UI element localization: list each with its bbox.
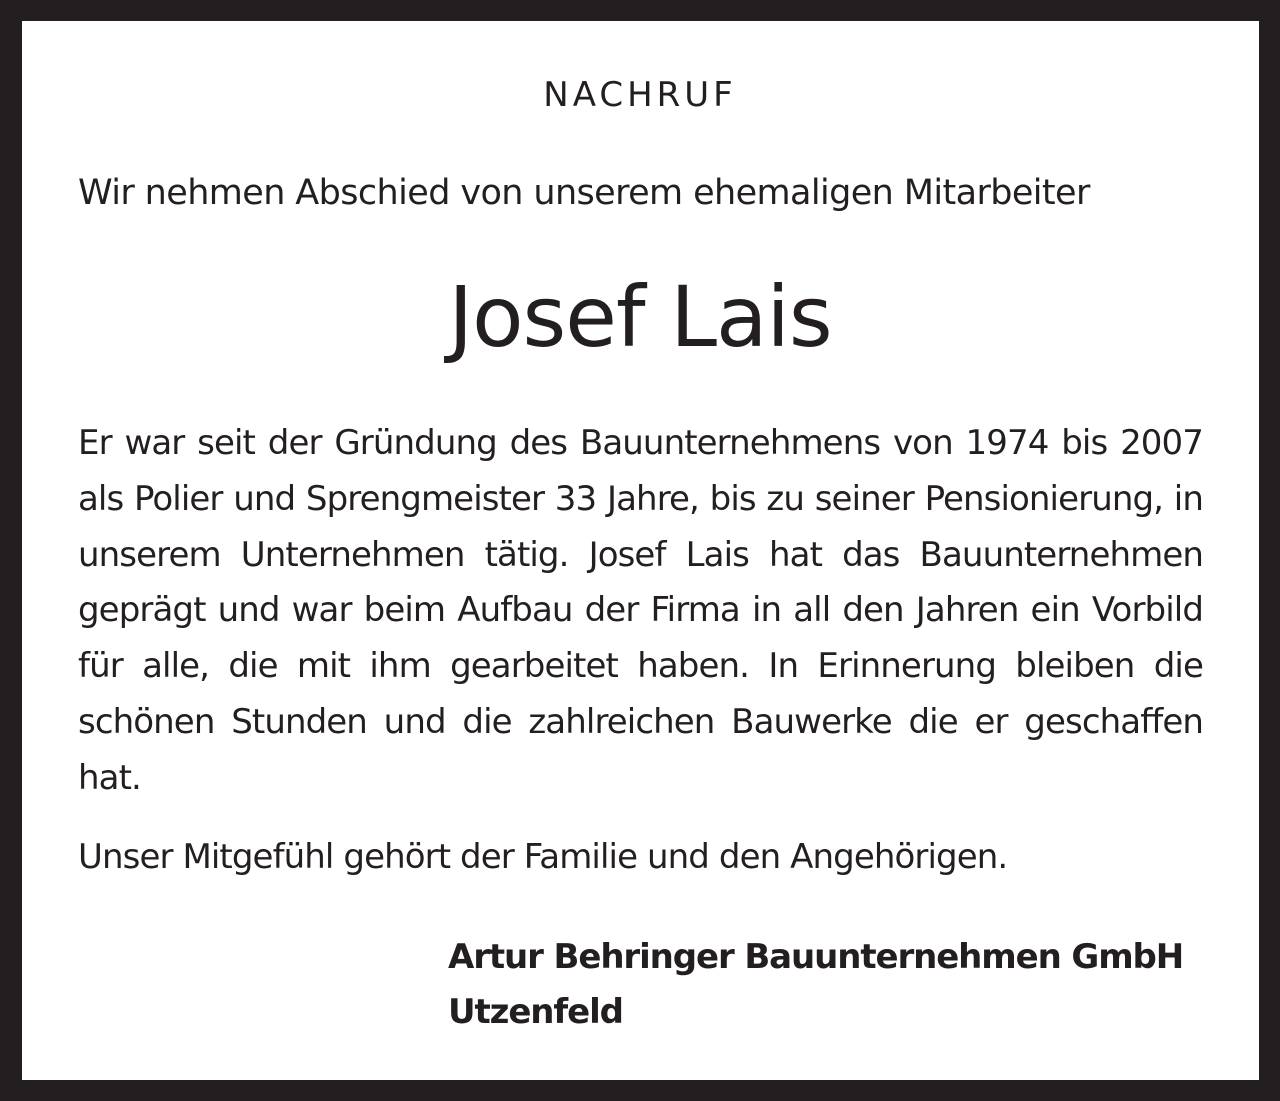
deceased-name: Josef Lais [448,268,832,366]
notice-heading: NACHRUF [543,75,737,115]
notice-intro: Wir nehmen Abschied von unserem ehemaligen Mitarbeiter [78,173,1090,213]
signature-block [448,930,1208,1040]
signature-location: Utzenfeld [448,992,623,1032]
signature-company: Artur Behringer Bauunternehmen GmbH [448,937,1184,977]
sympathy-line: Unser Mitgefühl gehört der Familie und den Angehörigen. [78,837,1008,877]
notice-body: Er war seit der Gründung des Bauunternehmens von 1974 bis 2007 als Polier und Sprengmeister 33 Jahre, bis zu seiner Pensionierung, in unserem Unternehmen tätig. Josef Lais hat das Bauunternehmen geprägt und war beim Aufbau der Firma in all den Jahren ein Vorbild für alle, die mit ihm gearbeitet haben. In Erinnerung bleiben die schönen Stunden und die zahlreichen Bauwerke die er geschaffen hat. [78,423,1203,798]
